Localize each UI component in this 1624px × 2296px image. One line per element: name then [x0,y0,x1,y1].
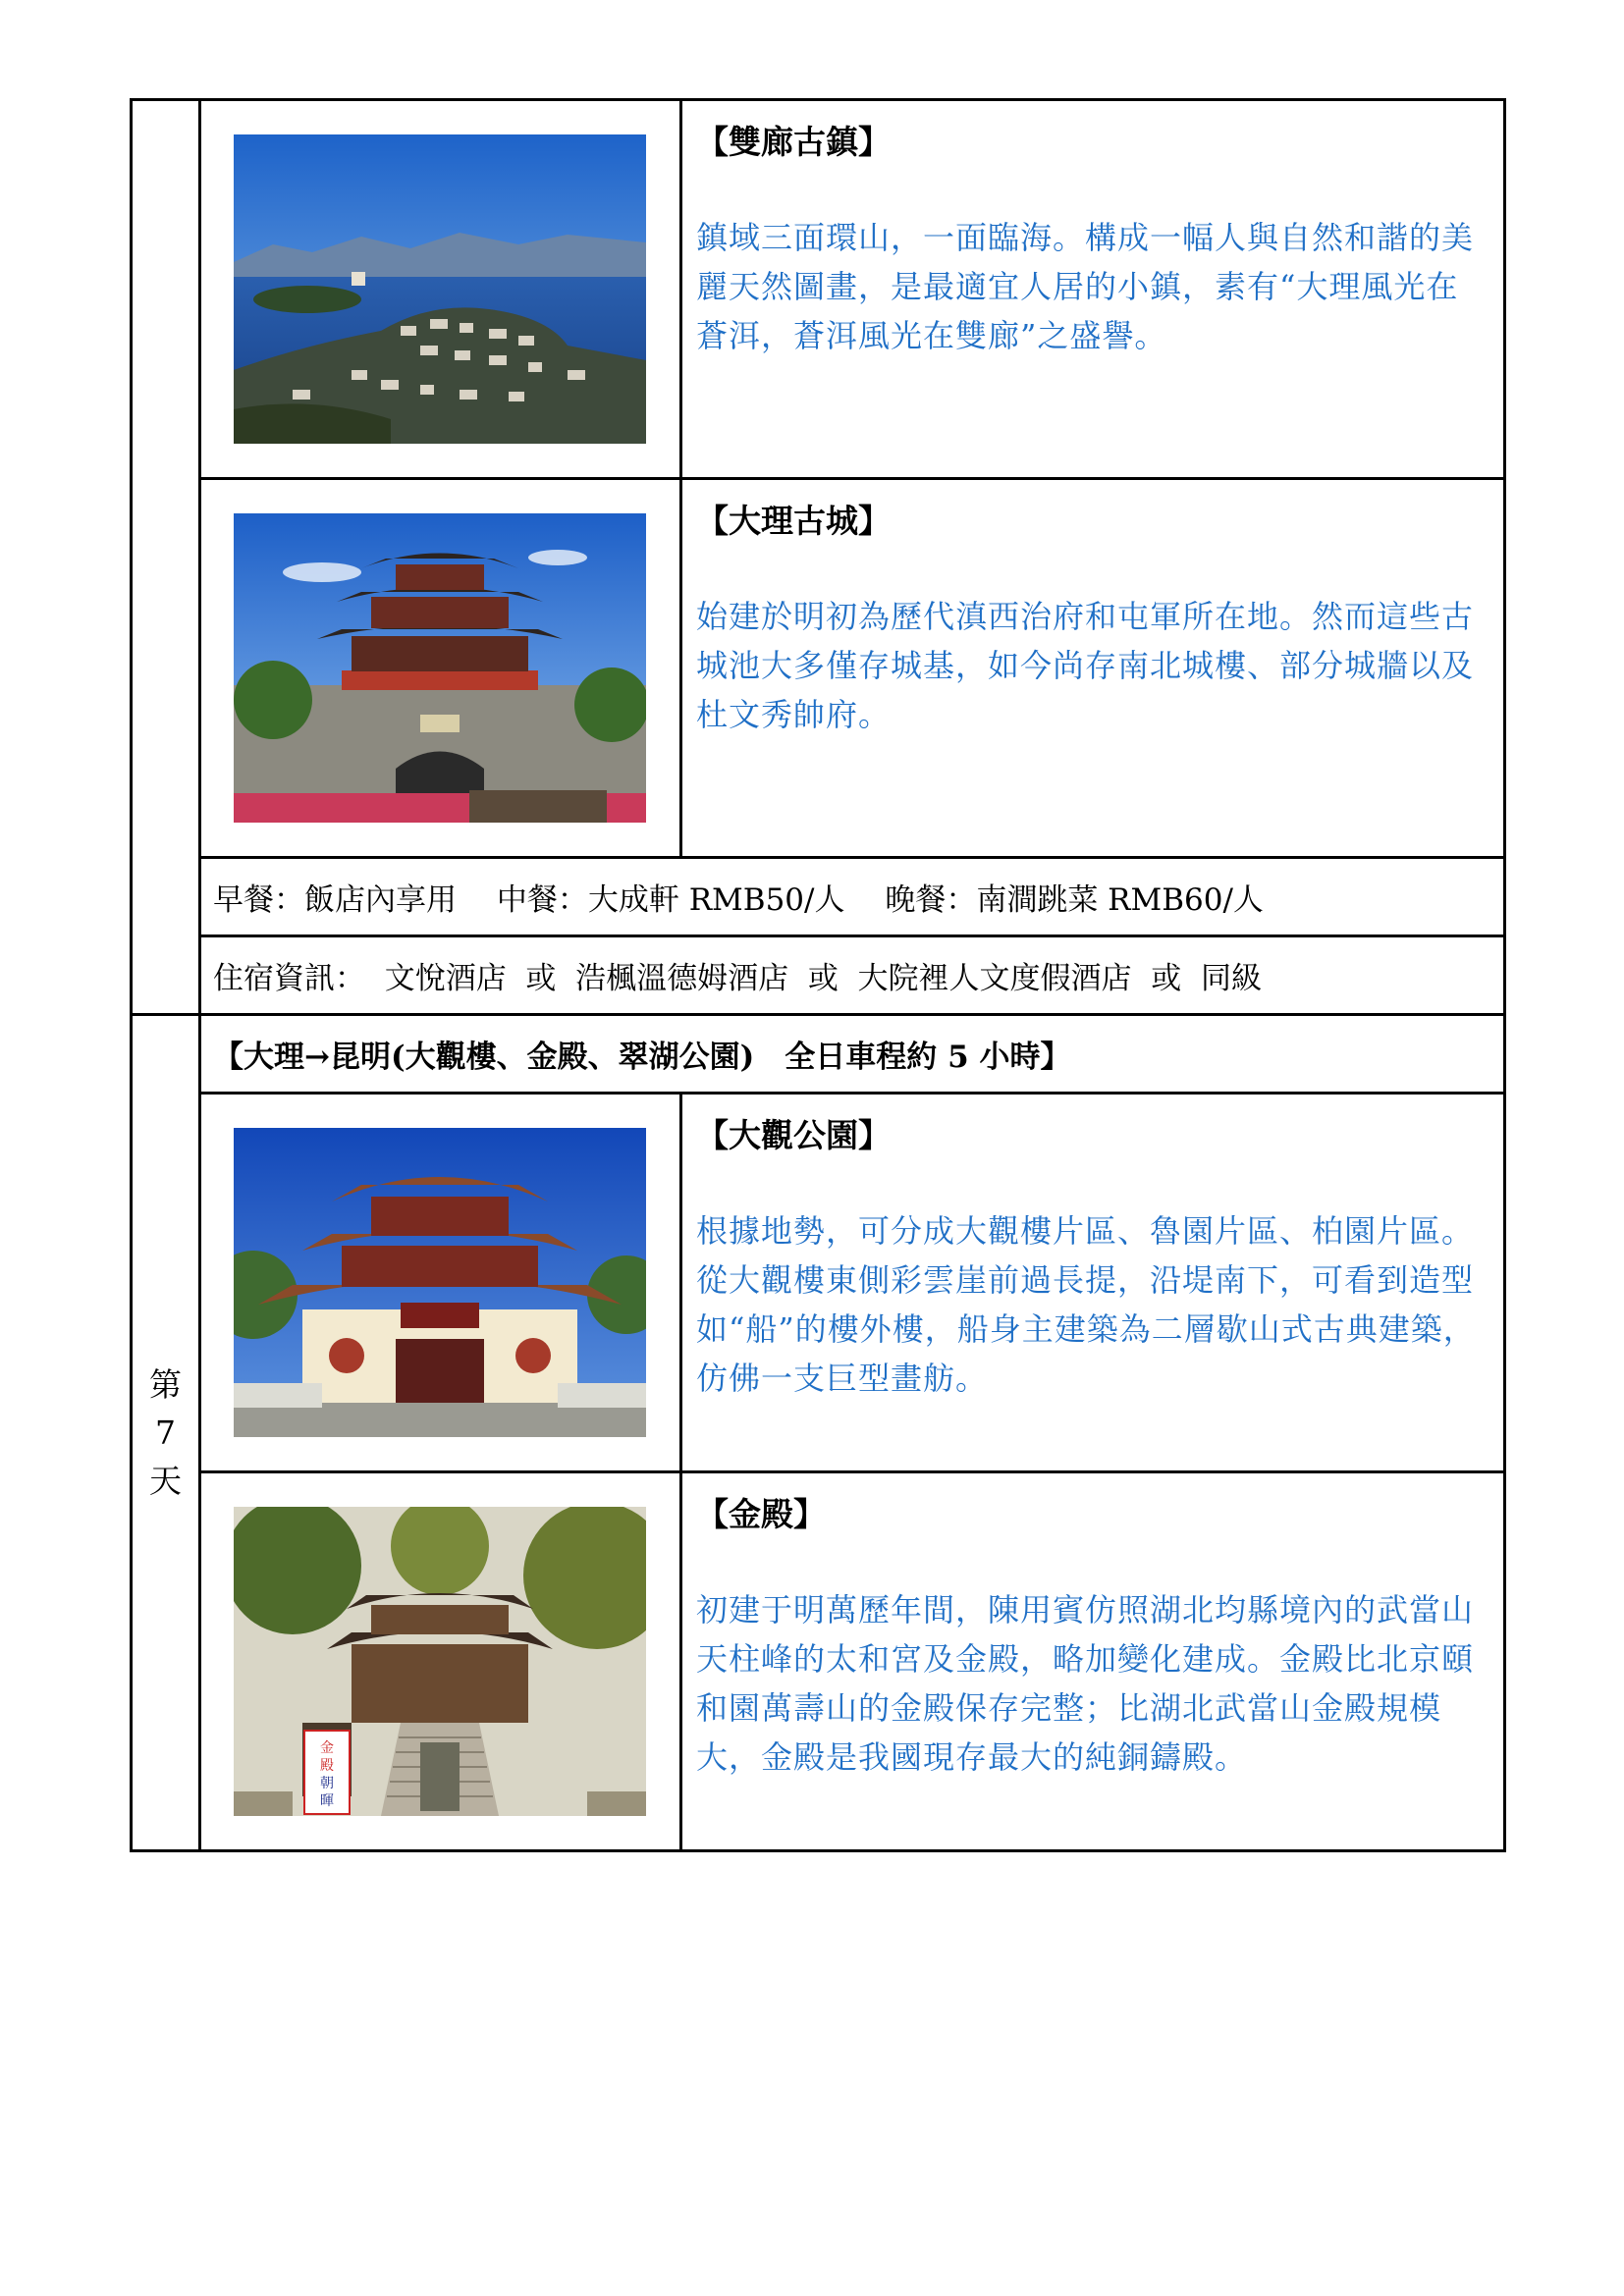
day-label [133,1361,198,1505]
spot-title: 【大理古城】 [696,502,891,540]
route-heading: 【大理→昆明(大觀樓、金殿、翠湖公園) 全日車程約 5 小時】 [200,1015,1505,1094]
spot-image-cell [200,100,681,479]
spot-row-shuanglang [132,100,1505,479]
meals-row [132,858,1505,936]
spot-row-daguan-park [132,1094,1505,1472]
svg-text:暉: 暉 [320,1793,334,1809]
svg-text:殿: 殿 [320,1758,334,1774]
day-label-char: 天 [149,1462,182,1500]
svg-text:金: 金 [320,1740,334,1756]
city-gate-photo [234,513,646,823]
spot-row-golden-temple [132,1472,1505,1851]
spot-title: 【雙廊古鎮】 [696,123,891,161]
spot-description: 始建於明初為歷代滇西治府和屯軍所在地。然而這些古城池大多僅存城基，如今尚存南北城樓、部分城牆以及杜文秀帥府。 [696,598,1475,733]
spot-text-cell [681,1094,1505,1472]
spot-title: 【大觀公園】 [696,1116,891,1154]
meals-info: 早餐：飯店內享用 中餐：大成軒 RMB50/人 晚餐：南澗跳菜 RMB60/人 [200,858,1505,936]
lake-town-photo [234,134,646,444]
spot-description: 鎮域三面環山，一面臨海。構成一幅人與自然和諧的美麗天然圖畫，是最適宜人居的小鎮，素有“大理風光在蒼洱，蒼洱風光在雙廊”之盛譽。 [696,219,1475,354]
lodging-info: 住宿資訊： 文悅酒店 或 浩楓溫德姆酒店 或 大院裡人文度假酒店 或 同級 [200,936,1505,1015]
spot-row-dali-old-town [132,479,1505,858]
day-label-char: 第 [149,1365,182,1404]
day-label-cell [132,1015,200,1851]
spot-title: 【金殿】 [696,1495,826,1533]
lodging-row [132,936,1505,1015]
svg-text:朝: 朝 [320,1776,334,1791]
golden-temple-photo [234,1507,646,1816]
day-label-number: 7 [155,1414,176,1452]
spot-text-cell [681,100,1505,479]
day-cell-continued [132,100,200,1015]
spot-text-cell [681,1472,1505,1851]
spot-description: 初建于明萬歷年間，陳用賓仿照湖北均縣境內的武當山天柱峰的太和宮及金殿，略加變化建成。金殿比北京頤和園萬壽山的金殿保存完整；比湖北武當山金殿規模大，金殿是我國現存最大的純銅鑄殿。 [696,1591,1475,1776]
spot-description: 根據地勢，可分成大觀樓片區、魯園片區、柏園片區。從大觀樓東側彩雲崖前過長提，沿堤南下，可看到造型如“船”的樓外樓，船身主建築為二層歇山式古典建築，仿佛一支巨型畫舫。 [696,1212,1476,1397]
route-row [132,1015,1505,1094]
pavilion-photo [234,1128,646,1437]
itinerary-table [130,98,1506,1852]
spot-image-cell [200,479,681,858]
spot-image-cell [200,1472,681,1851]
spot-image-cell [200,1094,681,1472]
spot-text-cell [681,479,1505,858]
